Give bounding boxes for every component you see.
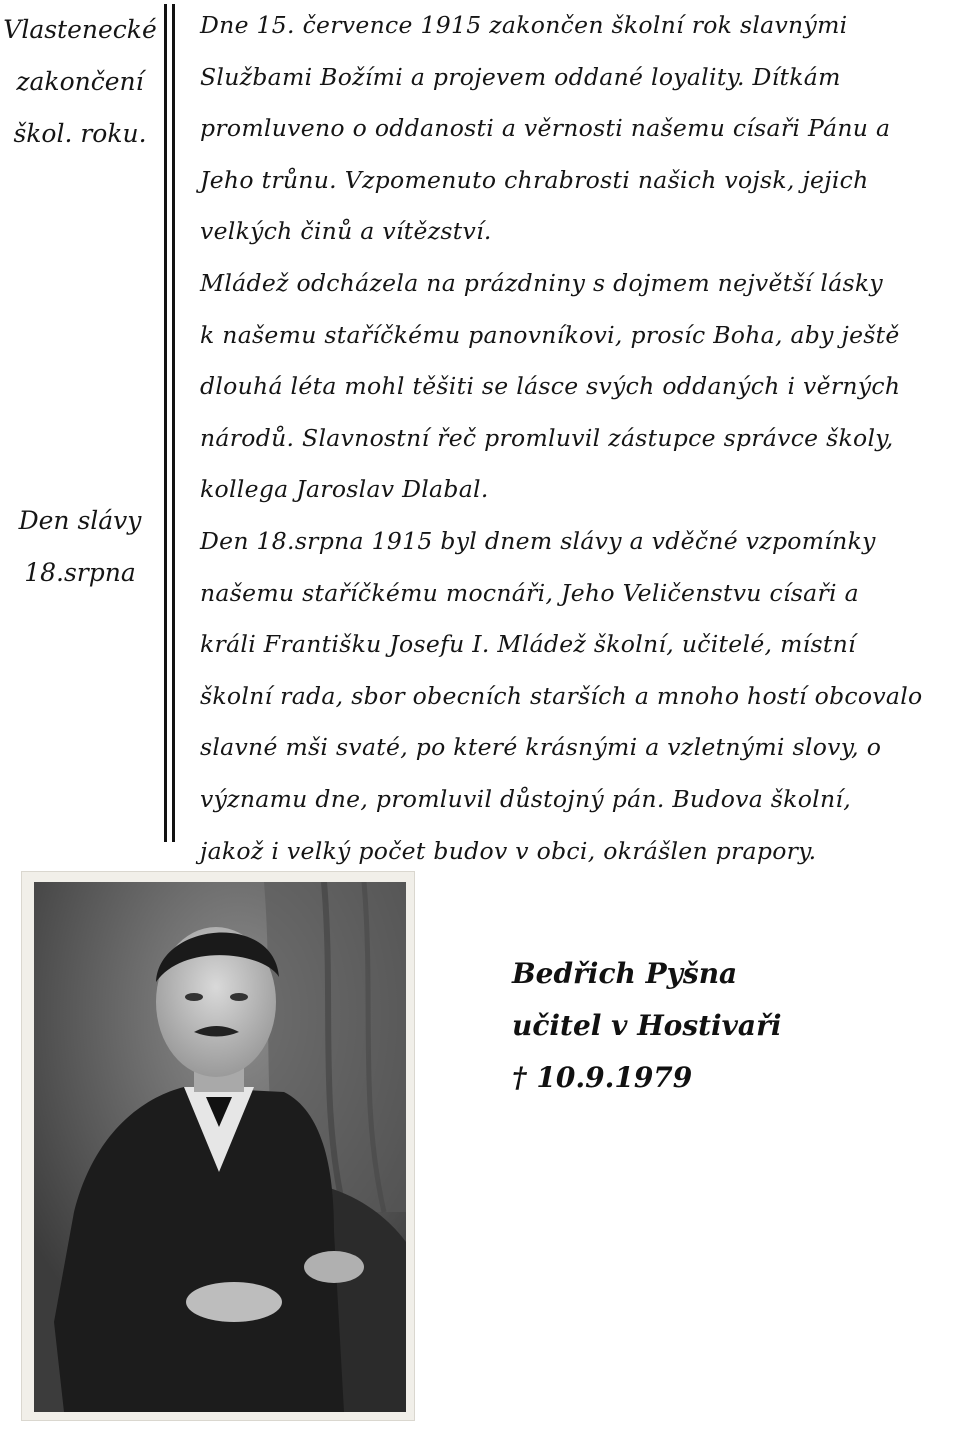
portrait-caption — [512, 948, 932, 1104]
portrait-figure — [34, 882, 406, 1412]
margin-note-line: Den slávy — [18, 506, 142, 535]
chronicle-line: Dne 15. července 1915 zakončen školní rok slavnými — [200, 11, 848, 39]
chronicle-line: k našemu staříčkému panovníkovi, prosíc Boha, aby ještě — [200, 320, 900, 349]
chronicle-line: školní rada, sbor obecních starších a mnoho hostí obcovalo — [200, 681, 923, 710]
margin-rule-right — [172, 4, 175, 842]
margin-note-line: Vlastenecké — [3, 15, 157, 44]
portrait-photograph — [22, 872, 414, 1420]
caption-role: učitel v Hostivaři — [512, 1009, 782, 1042]
margin-note-line: škol. roku. — [13, 119, 147, 148]
chronicle-line: králi Františku Josefu I. Mládež školní, učitelé, místní — [200, 630, 856, 659]
margin-note-school-year-end — [0, 4, 160, 160]
chronicle-line: dlouhá léta mohl těšiti se lásce svých oddaných i věrných — [200, 372, 901, 401]
chronicle-line: Den 18.srpna 1915 byl dnem slávy a vděčné vzpomínky — [200, 526, 876, 555]
chronicle-line: kollega Jaroslav Dlabal. — [200, 475, 489, 504]
margin-note-day-of-glory — [0, 495, 160, 599]
chronicle-line: jakož i velký počet budov v obci, okrášlen prapory. — [200, 836, 817, 865]
caption-death-date: † 10.9.1979 — [512, 1061, 693, 1094]
chronicle-line: promluveno o oddanosti a věrnosti našemu císaři Pánu a — [200, 114, 891, 143]
chronicle-line: významu dne, promluvil důstojný pán. Budova školní, — [200, 784, 851, 813]
chronicle-line: Službami Božími a projevem oddané loyality. Dítkám — [200, 62, 841, 91]
chronicle-text — [200, 0, 956, 877]
chronicle-line: Jeho trůnu. Vzpomenuto chrabrosti našich vojsk, jejich — [200, 165, 869, 194]
caption-name: Bedřich Pyšna — [512, 957, 738, 990]
margin-note-line: 18.srpna — [24, 558, 136, 587]
chronicle-line: Mládež odcházela na prázdniny s dojmem největší lásky — [200, 268, 883, 297]
portrait-image — [34, 882, 406, 1412]
chronicle-line: našemu staříčkému mocnáři, Jeho Veličenstvu císaři a — [200, 578, 859, 607]
margin-note-line: zakončení — [16, 67, 144, 96]
chronicle-line: národů. Slavnostní řeč promluvil zástupce správce školy, — [200, 423, 894, 452]
chronicle-line: velkých činů a vítězství. — [200, 217, 492, 246]
margin-rule-left — [164, 4, 167, 842]
chronicle-line: slavné mši svaté, po které krásnými a vzletnými slovy, o — [200, 733, 882, 762]
